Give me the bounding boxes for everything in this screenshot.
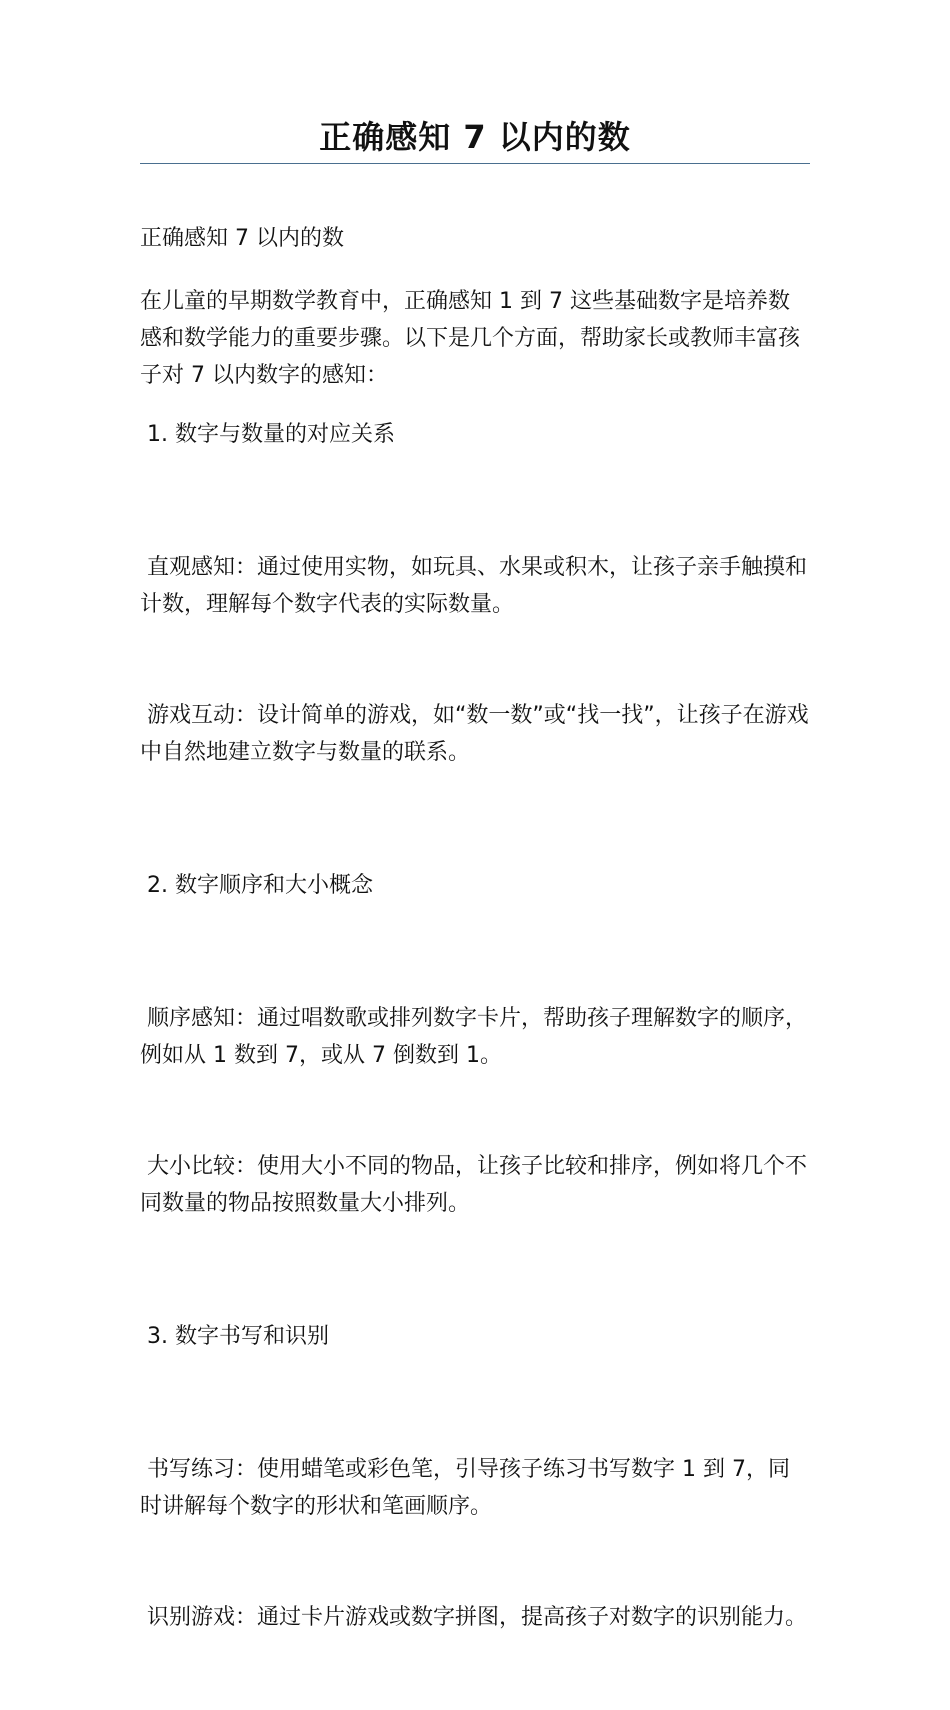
document-subtitle: 正确感知 7 以内的数 [140, 226, 344, 251]
section-1-item: 直观感知：通过使用实物，如玩具、水果或积木，让孩子亲手触摸和计数，理解每个数字代表的实际数量。 [140, 555, 808, 617]
section-2-item: 大小比较：使用大小不同的物品，让孩子比较和排序，例如将几个不同数量的物品按照数量大小排列。 [140, 1154, 808, 1216]
document-page [140, 0, 810, 1710]
title-divider [140, 163, 810, 164]
section-3-item: 识别游戏：通过卡片游戏或数字拼图，提高孩子对数字的识别能力。 [140, 1605, 808, 1630]
intro-paragraph: 在儿童的早期数学教育中，正确感知 1 到 7 这些基础数字是培养数感和数学能力的重要步骤。以下是几个方面，帮助家长或教师丰富孩子对 7 以内数字的感知： [140, 289, 801, 388]
section-2-body [140, 926, 810, 1296]
section-3-item: 书写练习：使用蜡笔或彩色笔，引导孩子练习书写数字 1 到 7，同时讲解每个数字的形状和笔画顺序。 [140, 1457, 790, 1519]
section-1-item: 游戏互动：设计简单的游戏，如“数一数”或“找一找”，让孩子在游戏中自然地建立数字与数量的联系。 [140, 703, 809, 765]
section-1-body [140, 475, 810, 845]
section-2-heading: 2. 数字顺序和大小概念 [140, 873, 373, 898]
section-3-heading: 3. 数字书写和识别 [140, 1324, 329, 1349]
section-3-body [140, 1377, 810, 1710]
section-2-item: 顺序感知：通过唱数歌或排列数字卡片，帮助孩子理解数字的顺序，例如从 1 数到 7，或从 7 倒数到 1。 [140, 1006, 808, 1068]
document-title: 正确感知 7 以内的数 [319, 118, 631, 156]
section-1-heading: 1. 数字与数量的对应关系 [140, 422, 395, 447]
